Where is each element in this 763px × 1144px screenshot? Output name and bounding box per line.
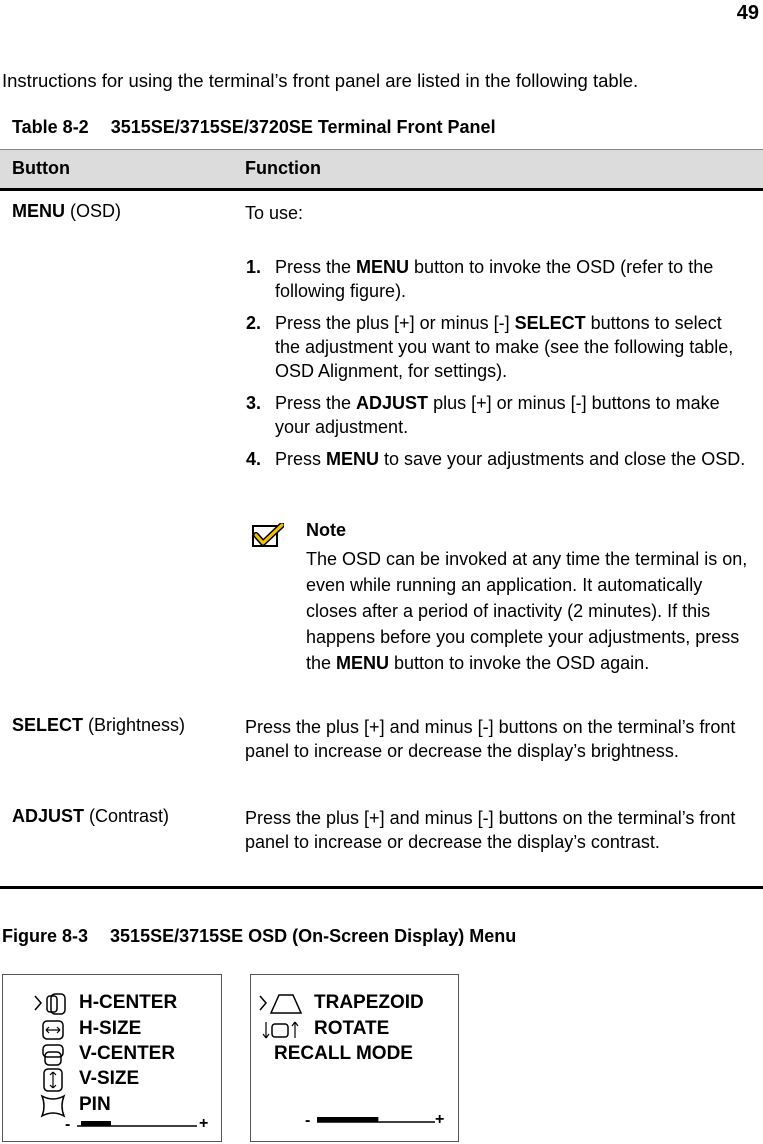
pincushion-icon <box>33 1094 67 1118</box>
bar-minus-sign: - <box>305 1112 311 1129</box>
note-body <box>306 546 756 676</box>
row-select-button-name: SELECT <box>12 715 84 735</box>
row-menu-button <box>12 201 121 222</box>
bar-plus-sign: + <box>199 1115 209 1132</box>
table-caption <box>12 117 496 138</box>
page-number: 49 <box>736 2 759 24</box>
row-menu-button-name: MENU <box>12 201 65 221</box>
osd-item-v-center: V-CENTER <box>79 1043 176 1064</box>
step-text <box>275 311 751 383</box>
step-text <box>275 255 751 303</box>
row-select-function: Press the plus [+] and minus [-] buttons on the terminal’s front panel to increase or decrease the display’s brightness. <box>245 717 736 761</box>
row-adjust-function: Press the plus [+] and minus [-] buttons on the terminal’s front panel to increase or decrease the display’s contrast. <box>245 808 736 852</box>
note-body-end: button to invoke the OSD again. <box>389 653 650 673</box>
step-button-name: ADJUST <box>356 393 429 413</box>
note-body-text: The OSD can be invoked at any time the terminal is on, even while running an application. It automatically closes after a period of inactivity (2 minutes). If this happens before you complete your adjustments, press the <box>306 549 748 673</box>
rotate-icon <box>257 1018 305 1042</box>
figure-caption-title: 3515SE/3715SE OSD (On-Screen Display) Menu <box>110 926 517 946</box>
v-size-icon <box>33 1068 67 1092</box>
step-text-run: button to invoke the OSD (refer to the following figure). <box>275 257 714 301</box>
step-button-name: MENU <box>326 449 380 469</box>
menu-step <box>246 311 751 383</box>
step-text-run: to save your adjustments and close the OSD. <box>379 449 746 469</box>
step-number: 2. <box>246 313 262 333</box>
v-center-icon <box>33 1043 67 1067</box>
step-button-name: SELECT <box>514 313 586 333</box>
row-select-button-desc: (Brightness) <box>83 715 186 735</box>
selection-cursor-icon <box>33 992 67 1016</box>
row-adjust-button <box>12 806 169 827</box>
osd-item-rotate: ROTATE <box>314 1018 390 1039</box>
figure-caption <box>2 926 516 947</box>
table-bottom-rule <box>0 886 763 889</box>
table-caption-label: Table 8-2 <box>12 117 89 137</box>
bar-fill <box>317 1117 378 1122</box>
step-number: 4. <box>246 449 262 469</box>
figure-caption-label: Figure 8-3 <box>2 926 89 946</box>
step-text-run: plus [+] or minus [-] buttons to make your adjustment. <box>275 393 720 437</box>
row-adjust-button-desc: (Contrast) <box>84 806 170 826</box>
osd-item-v-size: V-SIZE <box>79 1068 140 1089</box>
step-text-run: Press the <box>275 393 357 413</box>
menu-step <box>246 391 751 439</box>
osd-item-h-center: H-CENTER <box>79 992 178 1013</box>
h-size-icon <box>33 1018 67 1042</box>
step-number: 1. <box>246 257 262 277</box>
bar-minus-sign: - <box>65 1116 71 1133</box>
osd-item-pin: PIN <box>79 1094 111 1115</box>
osd-menu-right <box>250 974 459 1142</box>
row-adjust-button-name: ADJUST <box>12 806 85 826</box>
row-menu-intro: To use: <box>245 203 304 223</box>
step-text-run: Press the <box>275 257 357 277</box>
step-text-run: buttons to select the adjustment you want to make (see the following table, OSD Alignment, for settings). <box>275 313 734 381</box>
trapezoid-icon <box>257 992 305 1016</box>
row-select-button <box>12 715 185 736</box>
osd-item-recall-mode: RECALL MODE <box>274 1043 413 1064</box>
menu-step <box>246 447 751 471</box>
osd-adjust-bar-left <box>63 1113 213 1133</box>
table-header <box>0 149 763 191</box>
step-text-run: Press <box>275 449 327 469</box>
step-button-name: MENU <box>356 257 410 277</box>
header-function: Function <box>245 158 321 178</box>
note-title: Note <box>306 520 346 540</box>
note-body-menu: MENU <box>336 653 390 673</box>
table-caption-title: 3515SE/3715SE/3720SE Terminal Front Panel <box>110 117 496 137</box>
step-text-run: Press the plus [+] or minus [-] <box>275 313 515 333</box>
bar-plus-sign: + <box>435 1111 445 1128</box>
step-text <box>275 447 751 471</box>
osd-menu-left <box>2 974 222 1142</box>
step-text <box>275 391 751 439</box>
row-menu-button-desc: (OSD) <box>65 201 121 221</box>
header-button: Button <box>12 158 70 178</box>
intro-text: Instructions for using the terminal’s front panel are listed in the following table. <box>2 70 639 91</box>
osd-item-trapezoid: TRAPEZOID <box>314 992 424 1013</box>
menu-step <box>246 255 751 303</box>
osd-item-h-size: H-SIZE <box>79 1018 142 1039</box>
checkmark-note-icon <box>252 523 284 547</box>
step-number: 3. <box>246 393 262 413</box>
osd-adjust-bar-right <box>303 1109 453 1129</box>
bar-fill <box>81 1121 111 1126</box>
